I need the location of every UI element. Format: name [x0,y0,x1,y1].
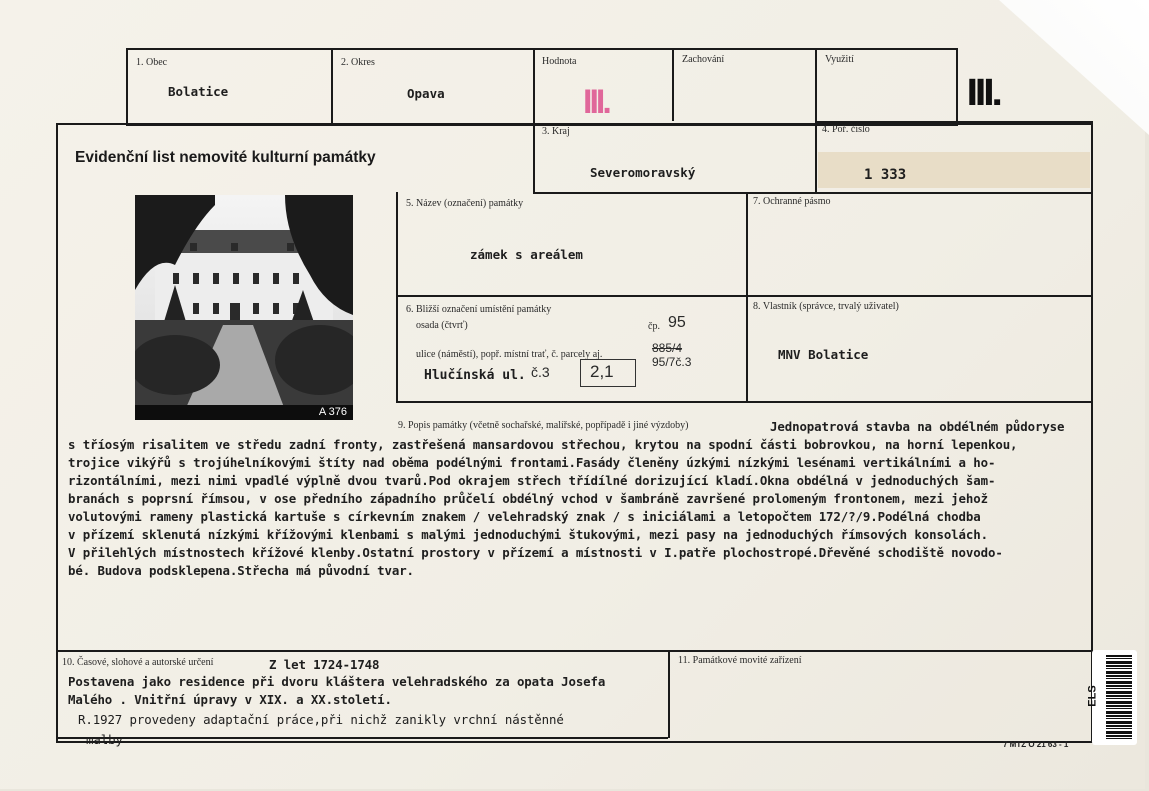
popis-line: s tříosým risalitem ve středu zadní fronty, zastřešená mansardovou střechou, krytou na spodní části bobrovkou, na horní lepenkou, [68,437,1018,452]
popis-line: V přilehlých místnostech křížové klenby.Ostatní prostory v přízemí a místnosti v I.patře plochostropé.Dřevěné schodiště novodo- [68,545,1003,560]
parcel-struck: 885/4 [652,341,683,355]
popis-line: branách s poprsní římsou, v ose předního západního průčelí obdélný vchod v šambráně završené prolomeným frontonem, mezi jehož [68,491,988,506]
poradi-value: 1 333 [864,167,907,183]
kraj-label: 3. Kraj [542,126,570,137]
ulice-value: Hlučínská ul. [424,368,526,383]
okres-value: Opava [407,86,445,101]
nazev-value: zámek s areálem [470,247,583,262]
popis-line: v přízemí sklenutá nízkými křížovými klenbami s malými jednoduchými štukovými, mezi pasy na jednoduchých římsových konsolách. [68,527,988,542]
obec-label: 1. Obec [136,57,168,68]
urceni-line: Postavena jako residence při dvoru kláštera velehradského za opata Josefa [68,674,606,689]
kraj-value: Severomoravský [590,165,696,180]
barcode-code: ELS [1086,685,1099,707]
building-photo [135,195,353,420]
ulice-number: č.3 [531,364,550,380]
umisteni-label: 6. Bližší označení umístění památky [406,304,552,315]
hodnota-stamp: III. [583,83,609,121]
cp-value: 95 [668,314,686,331]
popis-line: bé. Budova podsklepena.Střecha má původní tvar. [68,563,414,578]
barcode-sticker [1086,650,1137,745]
poradi-label: 4. Poř. číslo [822,124,870,135]
poradi-band [818,152,1090,188]
zachovani-label: Zachování [682,54,725,65]
zamek-photo-image [135,195,353,420]
urceni-line: malby [86,732,123,747]
obec-value: Bolatice [168,84,229,99]
urceni-label: 10. Časové, slohové a autorské určení [62,657,214,668]
urceni-date: Z let 1724-1748 [269,657,380,672]
popis-line: rizontálními, mezi nimi vpadlé výplně dvou tvarů.Pod okrajem střech třídílné dorizující kladí.Okna obdélná v jednoduchých šam- [68,473,996,488]
vyuziti-label: Využití [825,54,854,65]
popis-label: 9. Popis památky (včetně sochařské, malířské, popřípadě i jiné výzdoby) [398,420,689,431]
ochranne-pasmo-label: 7. Ochranné pásmo [753,196,831,207]
popis-line: volutovými rameny plastická kartuše s církevním znakem / velehradský znak / s iniciálami a letopočtem 172/?/9.Podélná chodba [68,509,981,524]
popis-line: trojice vikýřů s trojúhelníkovými štíty nad oběma podélnými frontami.Fasády členěny úzkými nízkými lesénami vertikálními a ho- [68,455,996,470]
urceni-line: Malého . Vnitřní úpravy v XIX. a XX.století. [68,692,392,707]
zarizeni-label: 11. Památkové movité zařízení [678,655,802,666]
parcel-box-value: 2,1 [590,362,614,381]
okres-label: 2. Okres [341,57,375,68]
form-footer-code: 7 MTZ O 21 63 - 1 [1003,740,1069,749]
hodnota-label: Hodnota [542,56,577,67]
popis-first-line: Jednopatrová stavba na obdélném půdoryse [770,419,1065,434]
barcode-bars [1106,655,1132,740]
form-title: Evidenční list nemovité kulturní památky [75,149,376,166]
vlastnik-label: 8. Vlastník (správce, trvalý uživatel) [753,301,899,312]
vyuziti-value: III. [966,72,1000,114]
photo-number: A 376 [318,406,347,418]
osada-label: osada (čtvrť) [416,320,468,331]
parcel-value: 95/7č.3 [652,355,692,369]
vlastnik-value: MNV Bolatice [778,347,869,362]
ulice-label: ulice (náměstí), popř. místní trať, č. parcely aj. [416,349,603,360]
cp-label: čp. [648,321,660,332]
urceni-line: R.1927 provedeny adaptační práce,při nichž zanikly vrchní nástěnné [78,712,564,727]
nazev-label: 5. Název (označení) památky [406,198,524,209]
